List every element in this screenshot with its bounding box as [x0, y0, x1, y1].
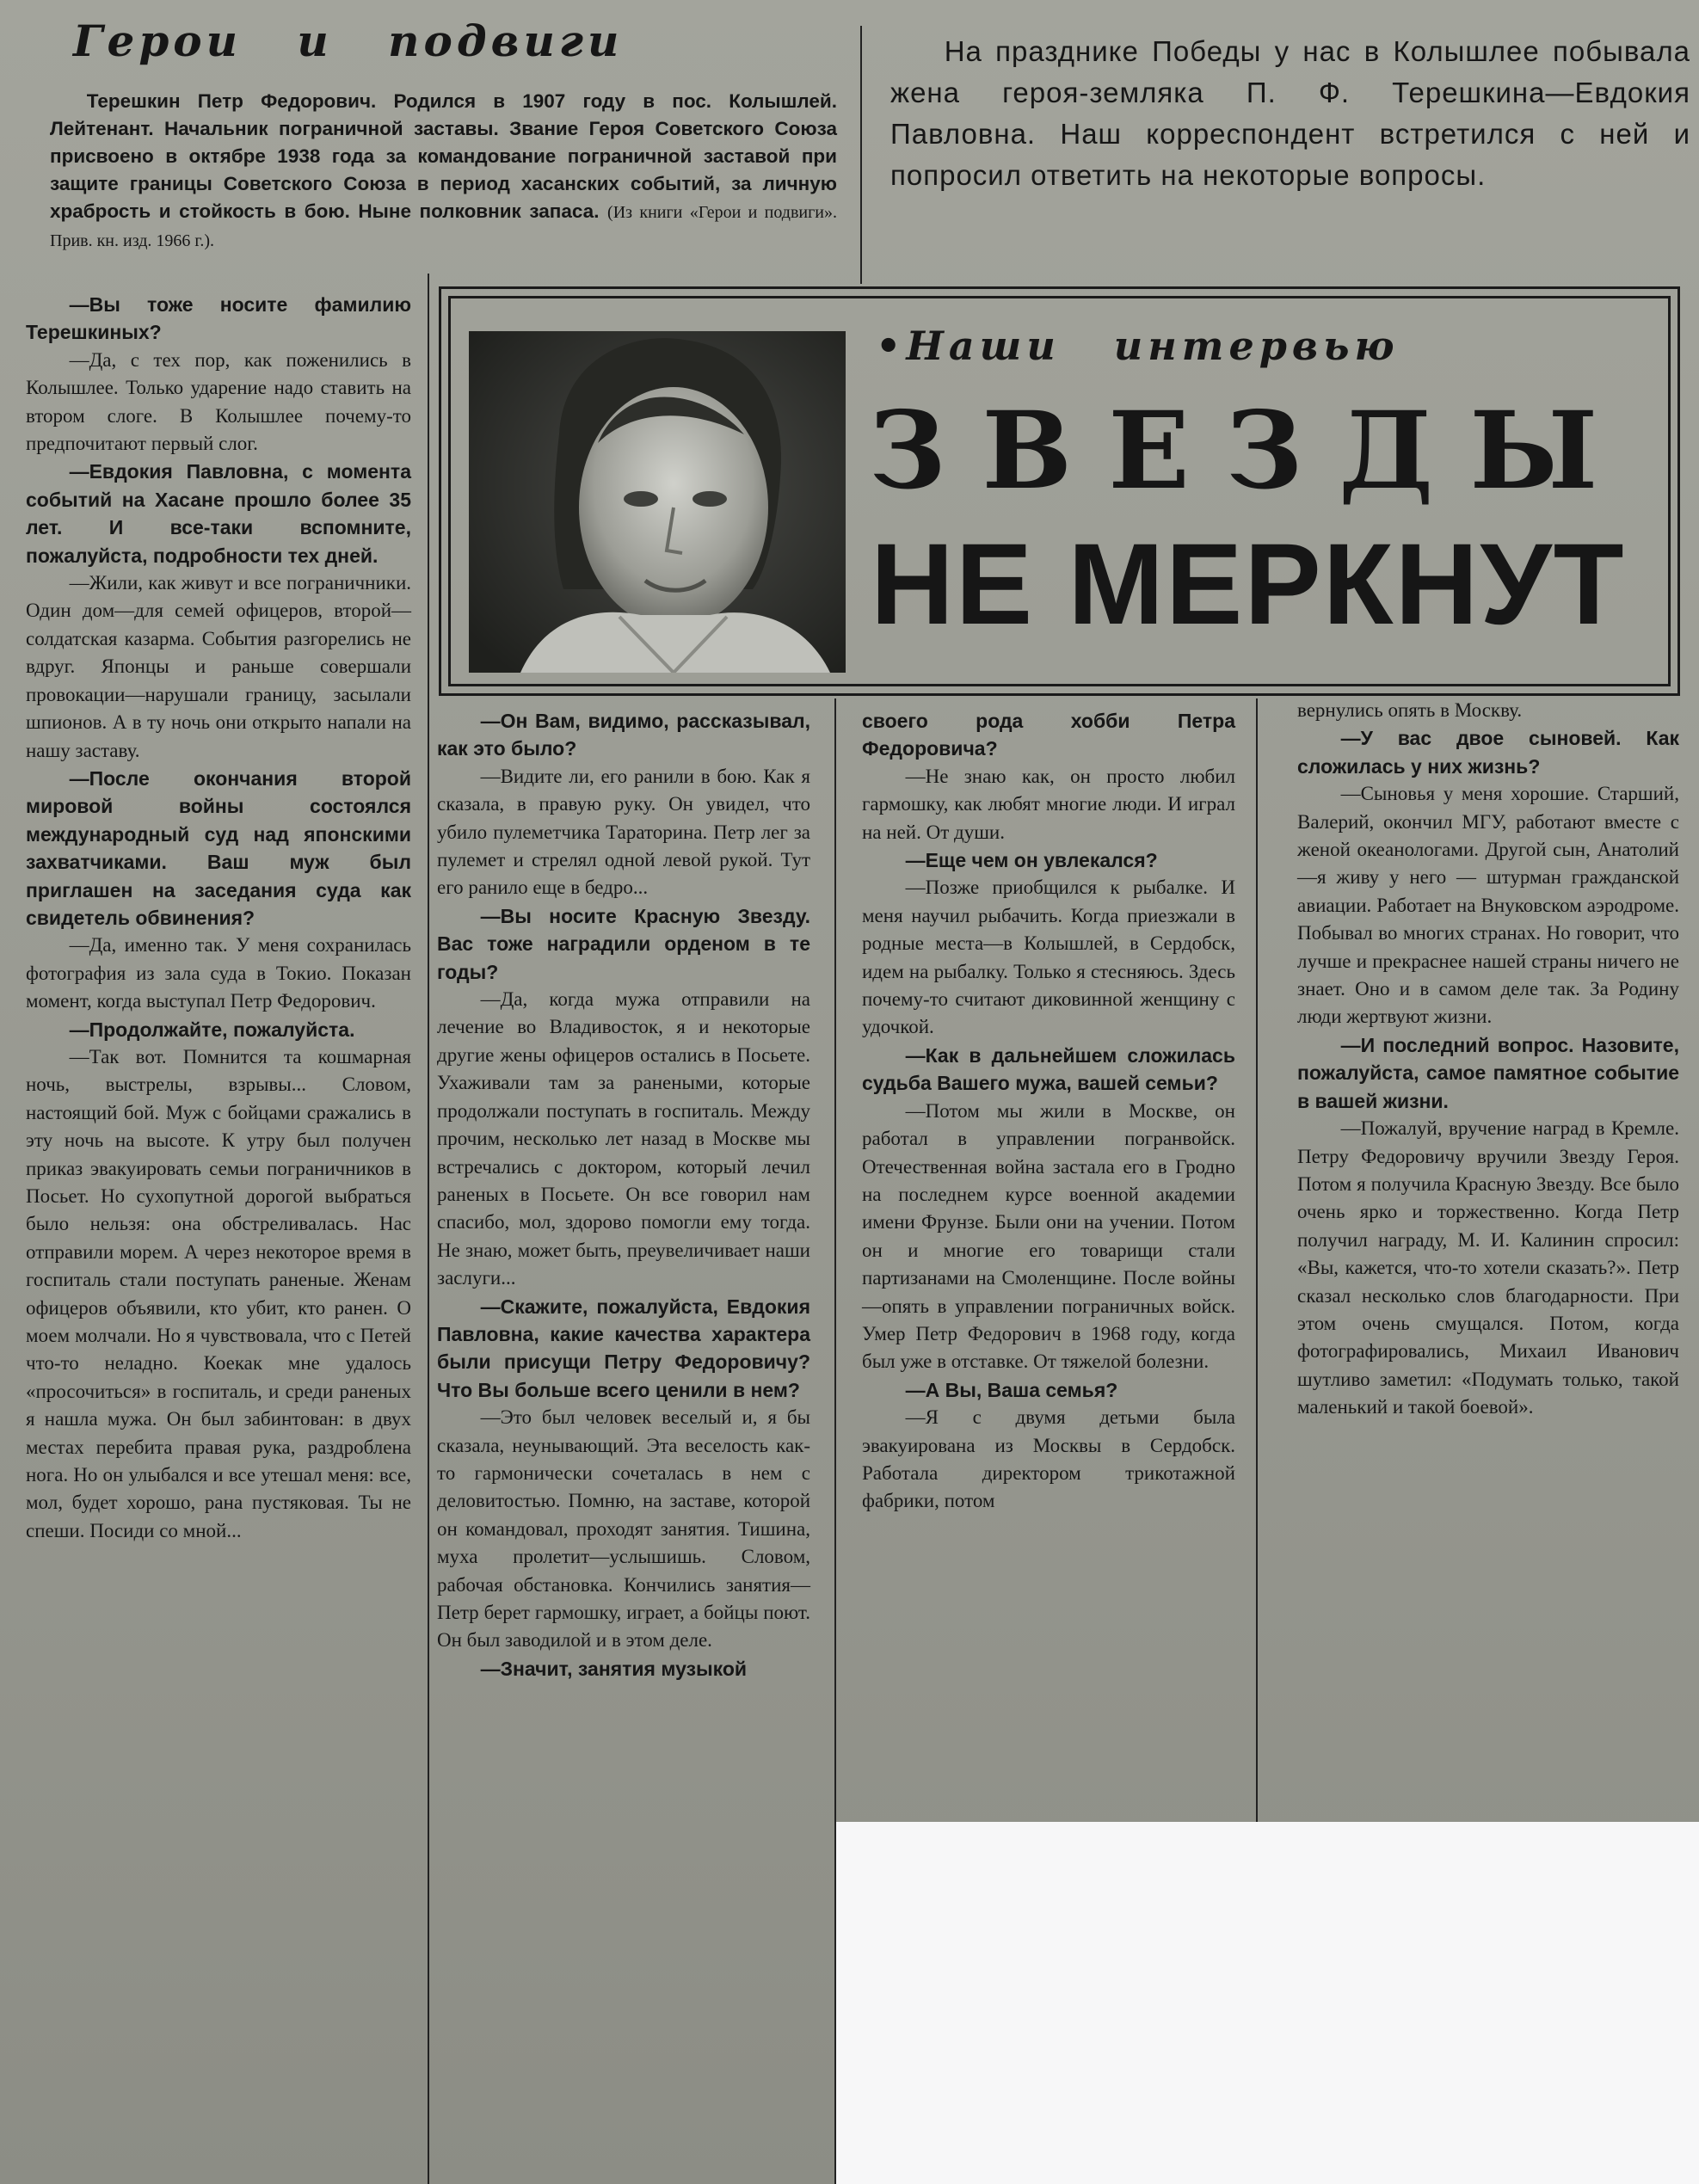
interview-answer: —Я с двумя детьми была эвакуирована из Москвы в Сердобск. Работала директором трикотажной фабрики, потом	[862, 1406, 1235, 1512]
interview-answer: —Да, когда мужа отправили на лечение во Владивосток, я и некоторые другие жены офицеров остались в Посьете. Ухаживали там за ранеными, которые продолжали поступать в госпиталь. Между прочим, несколько лет назад в Москве мы встречались с доктором, который лечил раненых в Посьете. Он все говорил нам спасибо, мол, здорово помогли ему тогда. Не знаю, может быть, преувеличивает наши заслуги...	[437, 988, 810, 1289]
interview-answer: —Это был человек веселый и, я бы сказала, неунывающий. Эта веселость как-то гармонически сочеталась в нем с деловитостью. Помню, на заставе, которой он командовал, проходят занятия. Тишина, муха пролетит—услышишь. Словом, рабочая обстановка. Кончились занятия—Петр берет гармошку, играет, а бойцы поют. Он был заводилой и в этом деле.	[437, 1406, 810, 1652]
interview-answer: —Жили, как живут и все пограничники. Один дом—для семей офицеров, второй—солдатская казарма. События разгорелись не вдруг. Японцы и раньше совершали провокации—нарушали границу, засылали шпионов. А в ту ночь они открыто напали на нашу заставу.	[26, 572, 411, 761]
interview-answer: —Пожалуй, вручение наград в Кремле. Петру Федоровичу вручили Звезду Героя. Потом я получила Красную Звезду. Все было очень ярко и торжественно. Когда Петр получил награду, М. И. Калинин спросил: «Вы, кажется, что-то хотели сказать?». Петр сказал несколько слов благодарности. При этом очень смущался. Потом, когда фотографировались, Михаил Иванович шутливо заметил: «Подумать только, такой маленький и такой боевой».	[1297, 1117, 1679, 1418]
article-column-2	[437, 707, 810, 1683]
intro-paragraph: На празднике Победы у нас в Колышлее побывала жена героя-земляка П. Ф. Терешкина—Евдокия Павловна. Наш корреспондент встретился с ней и попросил ответить на некоторые вопросы.	[890, 35, 1690, 191]
interview-answer: вернулись опять в Москву.	[1297, 699, 1523, 721]
headline-line-1: ЗВЕЗДЫ	[869, 389, 1634, 514]
article-column-3	[862, 707, 1235, 1516]
interview-question: —Значит, занятия музыкой	[480, 1657, 748, 1680]
headline-line-2: НЕ МЕРКНУТ	[871, 520, 1626, 649]
interview-answer: —Видите ли, его ранили в бою. Как я сказала, в правую руку. Он увидел, что убило пулеметчика Тараторина. Петр лег за пулемет и стрелял одной левой рукой. Тут его ранило еще в бедро...	[437, 765, 810, 899]
interview-question: своего рода хобби Петра Федоровича?	[862, 710, 1235, 760]
interview-question: —Вы носите Красную Звезду. Вас тоже наградили орденом в те годы?	[437, 904, 810, 983]
interview-answer: —Сыновья у меня хорошие. Старший, Валерий, окончил МГУ, работают вместе с женой океанологами. Другой сын, Анатолий—я живу у него — штурман гражданской авиации. Работает на Внуковском аэродроме. Побывал во многих странах. Но говорит, что лучше и прекраснее нашей страны ничего не знает. Оно и в самом деле так. За Родину люди жертвуют жизни.	[1297, 783, 1679, 1028]
interview-question: —Он Вам, видимо, рассказывал, как это было?	[437, 710, 810, 760]
interview-question: —Еще чем он увлекался?	[905, 849, 1158, 872]
interview-answer: —Да, с тех пор, как поженились в Колышлее. Только ударение надо ставить на втором слоге. В Колышлее почему-то предпочитают первый слог.	[26, 348, 411, 455]
interview-question: —Продолжайте, пожалуйста.	[69, 1018, 355, 1041]
interview-answer: —Так вот. Помнится та кошмарная ночь, выстрелы, взрывы... Словом, настоящий бой. Муж с бойцами сражались в эту ночь на высоте. К утру был получен приказ эвакуировать семьи пограничников в Посьет. Но сухопутной дорогой выбраться было нельзя: она обстреливалась. Нас отправили морем. А через некоторое время в госпиталь стали поступать раненые. Женам офицеров объявили, кто убит, кто ранен. О моем молчали. Но я чувствовала, что с Петей что-то неладно. Коекак мне удалось «просочиться» в госпиталь, и среди раненых я нашла мужа. Он был забинтован: в двух местах перебита правая рука, раздроблена нога. Но он улыбался и все утешал меня: все, мол, будет хорошо, рана пустяковая. Ты не спеши. Посиди со мной...	[26, 1045, 411, 1541]
interview-answer: —Позже приобщился к рыбалке. И меня научил рыбачить. Когда приезжали в родные места—в Колышлей, в Сердобск, идем на рыбалку. Только я стесняюсь. Здесь почему-то считают диковинной женщину с удочкой.	[862, 877, 1235, 1038]
interview-question: —И последний вопрос. Назовите, пожалуйста, самое памятное событие в вашей жизни.	[1297, 1033, 1679, 1112]
biography-text: Терешкин Петр Федорович. Родился в 1907 году в пос. Колышлей. Лейтенант. Начальник пограничной заставы. Звание Героя Советского Союза присвоено в октябре 1938 года за командование пограничной заставой при защите границы Советского Союза в период хасанских событий, за личную храбрость и стойкость в бою. Ныне полковник запаса.	[50, 90, 837, 222]
rubric-label: •Наши интервью	[876, 323, 1400, 369]
interview-question: —После окончания второй мировой войны состоялся международный суд над японскими захватчиками. Ваш муж был приглашен на заседания суда как свидетель обвинения?	[26, 766, 411, 929]
interview-question: —Вы тоже носите фамилию Терешкиных?	[26, 293, 411, 344]
interview-answer: —Потом мы жили в Москве, он работал в управлении погранвойск. Отечественная война застала его в Гродно на последнем курсе военной академии имени Фрунзе. Были они на учении. Потом он и многие его товарищи стали партизанами на Смоленщине. После войны—опять в управлении пограничных войск. Умер Петр Федорович в 1968 году, когда был уже в отставке. От тяжелой болезни.	[862, 1099, 1235, 1373]
column-rule	[428, 274, 429, 2184]
interview-question: —У вас двое сыновей. Как сложилась у них жизнь?	[1297, 727, 1679, 778]
interview-question: —А Вы, Ваша семья?	[905, 1378, 1118, 1401]
interview-answer: —Не знаю как, он просто любил гармошку, как любят многие люди. И играл на ней. От души.	[862, 765, 1235, 843]
section-title: Герои и подвиги	[73, 15, 624, 66]
article-column-4	[1297, 697, 1679, 1422]
interview-question: —Евдокия Павловна, с момента событий на Хасане прошло более 35 лет. И все-таки вспомните, пожалуйста, подробности тех дней.	[26, 460, 411, 567]
portrait-photo	[469, 331, 846, 673]
article-column-1	[26, 291, 411, 1545]
interview-question: —Как в дальнейшем сложилась судьба Вашего мужа, вашей семьи?	[862, 1043, 1235, 1095]
column-rule	[860, 26, 862, 284]
biography-source: (Из книги «Герои и подвиги». Прив. кн. изд. 1966 г.).	[50, 203, 837, 250]
interview-answer: —Да, именно так. У меня сохранилась фотография из зала суда в Токио. Показан момент, когда выступал Петр Федорович.	[26, 934, 411, 1012]
portrait-image	[469, 331, 846, 673]
hero-biography	[50, 88, 837, 255]
blank-overlay	[836, 1822, 1699, 2184]
interview-question: —Скажите, пожалуйста, Евдокия Павловна, какие качества характера были присущи Петру Федоровичу? Что Вы больше всего ценили в нем?	[437, 1295, 810, 1401]
